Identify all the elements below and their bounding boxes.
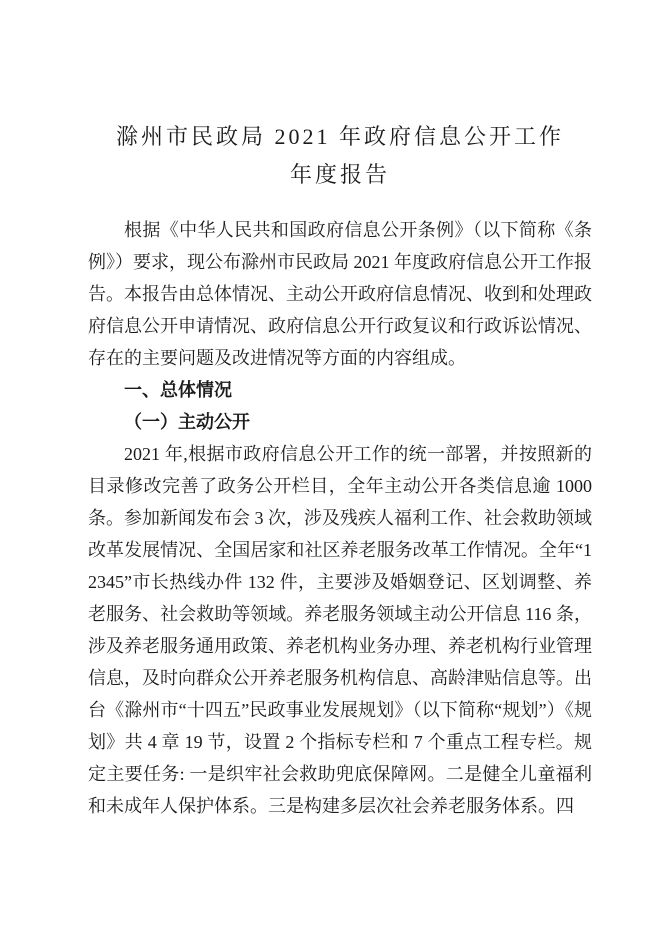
report-title-line2: 年度报告	[289, 162, 390, 187]
intro-paragraph: 根据《中华人民共和国政府信息公开条例》（以下简称《条例》）要求，现公布滁州市民政局 2021 年度政府信息公开工作报告。本报告由总体情况、主动公开政府信息情况、收到和处理政府信息公开申请情况、政府信息公开行政复议和行政诉讼情况、存在的主要问题及改进情况等方面的内容组成。	[88, 220, 592, 368]
section-heading-overall-situation: 一、总体情况	[124, 380, 232, 400]
report-title-line1: 滁州市民政局 2021 年政府信息公开工作	[115, 124, 564, 149]
proactive-disclosure-paragraph: 2021 年,根据市政府信息公开工作的统一部署，并按照新的目录修改完善了政务公开栏目，全年主动公开各类信息逾 1000 条。参加新闻发布会 3 次，涉及残疾人福利工作、社会救助领域改革发展情况、全国居家和社区养老服务改革工作情况。全年“12345”市长热线办件 132 件，主要涉及婚姻登记、区划调整、养老服务、社会救助等领域。养老服务领域主动公开信息 116 条，涉及养老服务通用政策、养老机构业务办理、养老机构行业管理信息，及时向群众公开养老服务机构信息、高龄津贴信息等。出台《滁州市“十四五”民政事业发展规划》（以下简称“规划”）《规划》共 4 章 19 节，设置 2 个指标专栏和 7 个重点工程专栏。规定主要任务: 一是织牢社会救助兜底保障网。二是健全儿童福利和未成年人保护体系。三是构建多层次社会养老服务体系。四	[88, 444, 592, 816]
report-title	[88, 118, 592, 194]
subsection-heading-proactive-disclosure: （一）主动公开	[124, 412, 250, 432]
